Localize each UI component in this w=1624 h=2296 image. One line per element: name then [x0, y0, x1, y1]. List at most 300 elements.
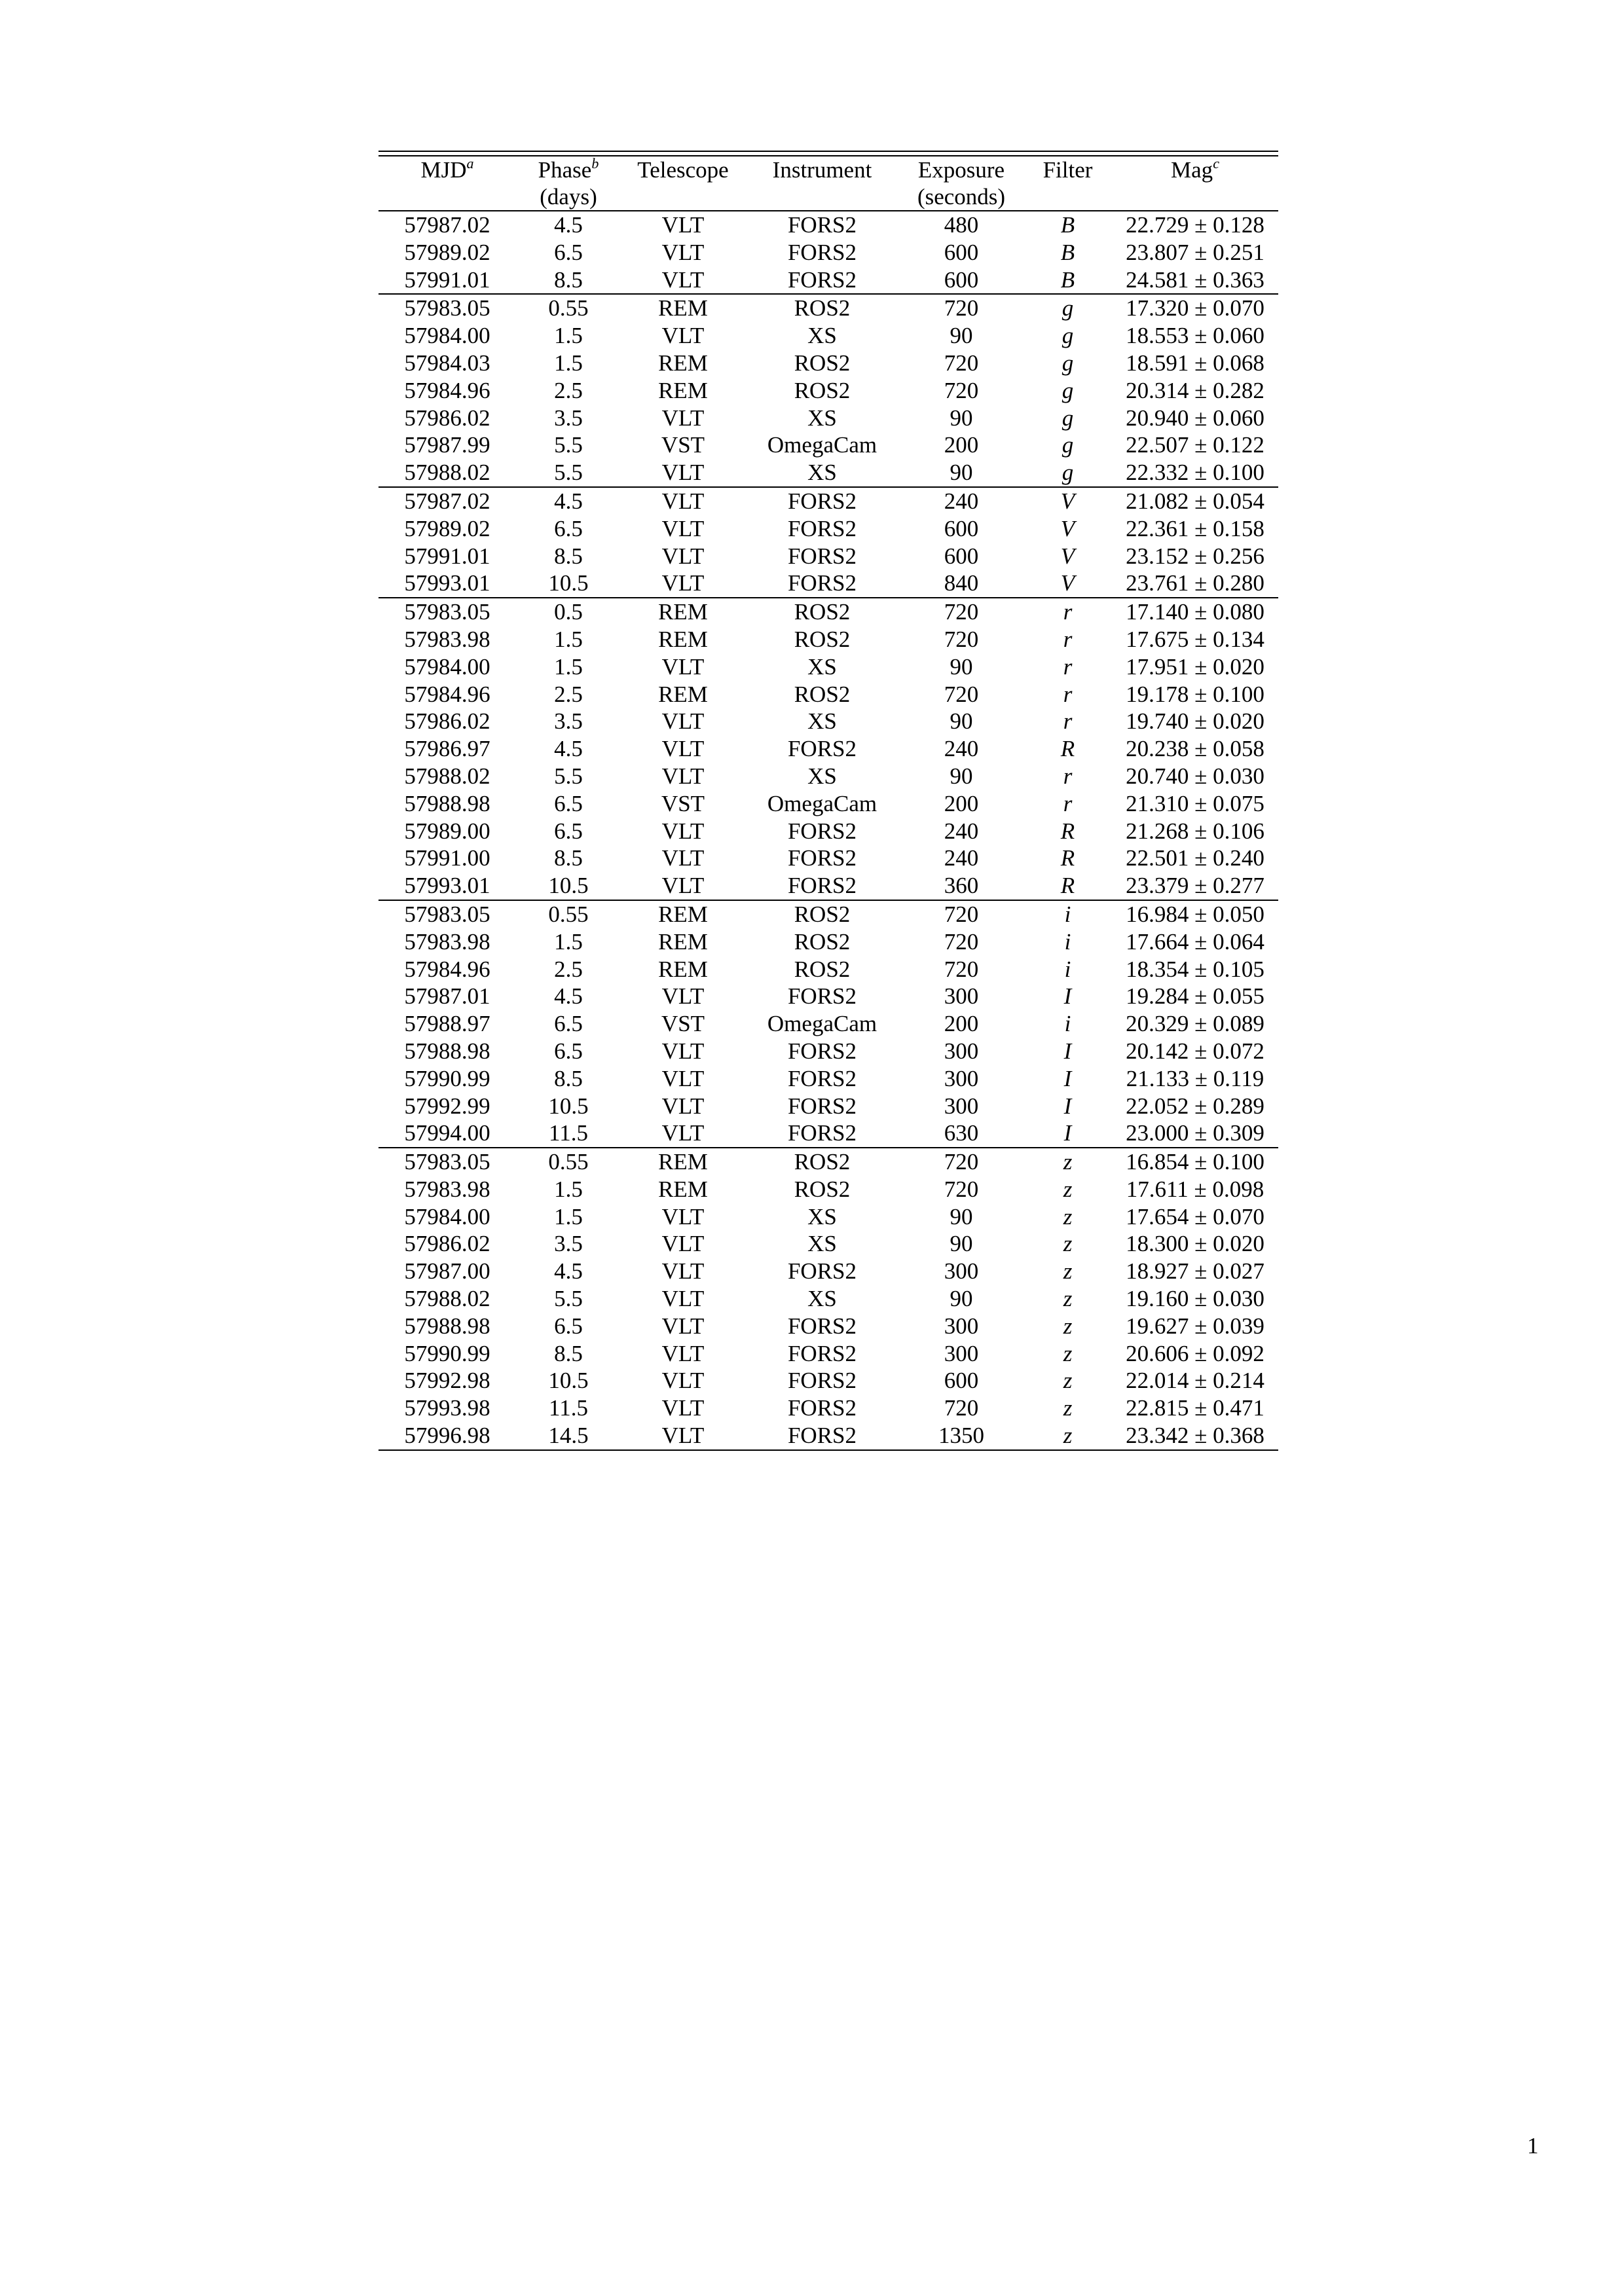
- cell-filter: z: [1063, 1286, 1073, 1312]
- cell-filter: g: [1061, 405, 1074, 431]
- cell-exposure: 200: [944, 432, 979, 458]
- cell-mag: 17.320 ± 0.070: [1112, 294, 1278, 322]
- cell-instrument: ROS2: [794, 928, 851, 955]
- cell-filter: R: [1060, 873, 1075, 899]
- cell-instrument: FORS2: [787, 873, 857, 899]
- cell-mag: 16.854 ± 0.100: [1112, 1148, 1278, 1176]
- cell-exposure: 240: [899, 487, 1024, 515]
- cell-filter: g: [1061, 460, 1074, 486]
- cell-mag: 19.627 ± 0.039: [1126, 1313, 1264, 1339]
- cell-telescope: VLT: [621, 1422, 745, 1450]
- cell-mag: 22.729 ± 0.128: [1112, 211, 1278, 239]
- cell-filter: R: [1060, 818, 1075, 844]
- cell-phase: 6.5: [554, 1011, 583, 1037]
- cell-filter: i: [1064, 928, 1071, 955]
- cell-telescope: VST: [661, 1011, 705, 1037]
- table-row: [378, 239, 1278, 266]
- cell-filter: I: [1063, 1093, 1072, 1119]
- cell-telescope: REM: [658, 1176, 708, 1202]
- cell-phase: 8.5: [554, 845, 583, 871]
- cell-mag: 22.014 ± 0.214: [1126, 1368, 1264, 1394]
- cell-mjd: 57988.02: [404, 460, 490, 486]
- cell-mjd: 57983.05: [378, 598, 516, 626]
- table-row: [378, 1258, 1278, 1285]
- table-row: [378, 322, 1278, 350]
- cell-filter: g: [1061, 377, 1074, 403]
- cell-exposure: 240: [944, 818, 979, 844]
- cell-filter: B: [1024, 211, 1112, 239]
- cell-exposure: 300: [944, 1340, 979, 1366]
- cell-exposure: 720: [944, 928, 979, 955]
- cell-instrument: ROS2: [794, 626, 851, 652]
- cell-phase: 4.5: [554, 983, 583, 1010]
- cell-exposure: 90: [950, 460, 973, 486]
- header-instrument-sub: [745, 183, 899, 211]
- cell-instrument: OmegaCam: [767, 1011, 877, 1037]
- cell-instrument: OmegaCam: [767, 432, 877, 458]
- cell-telescope: VLT: [661, 1313, 705, 1339]
- cell-telescope: VLT: [661, 323, 705, 349]
- table-row: [378, 956, 1278, 983]
- cell-mjd: 57990.99: [404, 1065, 490, 1091]
- cell-instrument: FORS2: [787, 736, 857, 762]
- cell-exposure: 90: [950, 708, 973, 735]
- cell-phase: 0.55: [516, 294, 621, 322]
- cell-telescope: REM: [658, 956, 708, 982]
- cell-instrument: FORS2: [787, 1313, 857, 1339]
- cell-mag: 18.927 ± 0.027: [1126, 1258, 1264, 1285]
- cell-telescope: VLT: [661, 543, 705, 569]
- cell-instrument: FORS2: [787, 1395, 857, 1421]
- cell-mag: 17.951 ± 0.020: [1126, 653, 1264, 680]
- cell-filter: I: [1063, 983, 1072, 1010]
- cell-mjd: 57984.96: [404, 377, 490, 403]
- table-row: [378, 431, 1278, 459]
- cell-telescope: REM: [658, 377, 708, 403]
- table-row: [378, 1120, 1278, 1148]
- table-row: [378, 543, 1278, 570]
- cell-mjd: 57983.98: [404, 928, 490, 955]
- cell-filter: B: [1060, 239, 1075, 265]
- cell-instrument: ROS2: [794, 377, 851, 403]
- table-row: [378, 681, 1278, 708]
- cell-filter: i: [1024, 900, 1112, 928]
- cell-filter: z: [1063, 1176, 1073, 1202]
- cell-instrument: FORS2: [787, 1120, 857, 1146]
- cell-telescope: VLT: [661, 983, 705, 1010]
- cell-phase: 8.5: [554, 1065, 583, 1091]
- cell-exposure: 90: [950, 653, 973, 680]
- cell-exposure: 720: [944, 377, 979, 403]
- cell-mag: 20.940 ± 0.060: [1126, 405, 1264, 431]
- cell-mjd: 57984.03: [404, 350, 490, 376]
- cell-filter: r: [1063, 790, 1073, 816]
- cell-instrument: XS: [807, 323, 837, 349]
- cell-exposure: 240: [944, 736, 979, 762]
- cell-telescope: VLT: [661, 515, 705, 541]
- cell-instrument: FORS2: [787, 515, 857, 541]
- cell-mjd: 57988.98: [404, 790, 490, 816]
- table-row: [378, 1010, 1278, 1038]
- cell-mag: 21.082 ± 0.054: [1112, 487, 1278, 515]
- cell-phase: 11.5: [549, 1120, 588, 1146]
- cell-phase: 4.5: [516, 487, 621, 515]
- cell-filter: z: [1024, 1148, 1112, 1176]
- page-number: 1: [1527, 2133, 1539, 2159]
- table-row: [378, 1313, 1278, 1340]
- cell-phase: 6.5: [554, 790, 583, 816]
- cell-instrument: FORS2: [787, 570, 857, 596]
- cell-telescope: REM: [658, 626, 708, 652]
- cell-phase: 1.5: [554, 626, 583, 652]
- header-mjd: MJD$^a$: [378, 156, 516, 183]
- table-row: [378, 350, 1278, 377]
- cell-phase: 6.5: [554, 1313, 583, 1339]
- cell-telescope: VLT: [661, 708, 705, 735]
- cell-exposure: 90: [950, 1231, 973, 1257]
- cell-mjd: 57991.01: [404, 266, 490, 293]
- cell-exposure: 300: [944, 1093, 979, 1119]
- table-row: [378, 1394, 1278, 1422]
- table-row: [378, 211, 1278, 239]
- cell-instrument: FORS2: [745, 211, 899, 239]
- header-filter-sub: [1024, 183, 1112, 211]
- cell-mag: 16.984 ± 0.050: [1112, 900, 1278, 928]
- cell-phase: 1.5: [554, 928, 583, 955]
- cell-filter: g: [1061, 323, 1074, 349]
- cell-mag: 17.140 ± 0.080: [1112, 598, 1278, 626]
- cell-mjd: 57986.02: [404, 405, 490, 431]
- cell-filter: z: [1063, 1395, 1073, 1421]
- cell-filter: I: [1063, 1065, 1072, 1091]
- cell-mag: 19.178 ± 0.100: [1126, 681, 1264, 707]
- cell-mjd: 57983.05: [378, 1148, 516, 1176]
- cell-mag: 22.361 ± 0.158: [1126, 515, 1264, 541]
- cell-mjd: 57988.97: [404, 1011, 490, 1037]
- table-row: [378, 983, 1278, 1010]
- cell-instrument: XS: [807, 1231, 837, 1257]
- cell-mjd: 57987.01: [404, 983, 490, 1010]
- cell-filter: r: [1063, 763, 1073, 789]
- cell-instrument: FORS2: [787, 1065, 857, 1091]
- table-row: [378, 1093, 1278, 1120]
- header-telescope-sub: [621, 183, 745, 211]
- table-row: [378, 928, 1278, 956]
- cell-mjd: 57993.01: [404, 873, 490, 899]
- table-row: [378, 735, 1278, 763]
- cell-telescope: VLT: [661, 1368, 705, 1394]
- cell-exposure: 90: [950, 1286, 973, 1312]
- cell-instrument: XS: [807, 708, 837, 735]
- table-row: [378, 1203, 1278, 1231]
- cell-exposure: 1350: [899, 1422, 1024, 1450]
- cell-telescope: VLT: [661, 1286, 705, 1312]
- cell-mjd: 57993.01: [404, 570, 490, 596]
- table-row: [378, 1422, 1278, 1450]
- table-row: [378, 1230, 1278, 1258]
- cell-instrument: FORS2: [787, 1258, 857, 1285]
- cell-mag: 22.501 ± 0.240: [1126, 845, 1264, 871]
- cell-mjd: 57983.98: [404, 1176, 490, 1202]
- cell-mjd: 57983.05: [378, 294, 516, 322]
- header-phase: Phase$^b$: [516, 156, 621, 183]
- cell-exposure: 600: [944, 239, 979, 265]
- cell-telescope: VLT: [661, 845, 705, 871]
- cell-mjd: 57990.99: [404, 1340, 490, 1366]
- cell-telescope: VLT: [661, 818, 705, 844]
- cell-mag: 23.342 ± 0.368: [1112, 1422, 1278, 1450]
- table-row: [378, 900, 1278, 928]
- cell-filter: z: [1063, 1203, 1073, 1230]
- cell-mag: 23.152 ± 0.256: [1126, 543, 1264, 569]
- cell-filter: z: [1063, 1340, 1073, 1366]
- cell-phase: 0.55: [516, 1148, 621, 1176]
- cell-mjd: 57994.00: [404, 1120, 490, 1146]
- top-double-rule: [378, 151, 1278, 156]
- cell-telescope: REM: [658, 928, 708, 955]
- table-row: [378, 763, 1278, 790]
- cell-telescope: VLT: [661, 873, 705, 899]
- cell-filter: z: [1024, 1422, 1112, 1450]
- cell-exposure: 630: [944, 1120, 979, 1146]
- cell-phase: 4.5: [554, 736, 583, 762]
- cell-phase: 6.5: [554, 239, 583, 265]
- cell-phase: 3.5: [554, 1231, 583, 1257]
- cell-mag: 22.332 ± 0.100: [1126, 460, 1264, 486]
- cell-telescope: VLT: [661, 736, 705, 762]
- cell-instrument: FORS2: [787, 543, 857, 569]
- cell-exposure: 720: [944, 626, 979, 652]
- cell-phase: 8.5: [554, 1340, 583, 1366]
- cell-telescope: REM: [621, 294, 745, 322]
- cell-phase: 2.5: [554, 377, 583, 403]
- cell-mag: 17.611 ± 0.098: [1126, 1176, 1264, 1202]
- cell-filter: r: [1063, 626, 1073, 652]
- cell-instrument: FORS2: [745, 487, 899, 515]
- cell-instrument: XS: [807, 1286, 837, 1312]
- table-row: [378, 405, 1278, 432]
- header-exposure-unit: (seconds): [899, 183, 1024, 211]
- cell-telescope: VLT: [661, 1038, 705, 1064]
- cell-filter: i: [1064, 956, 1071, 982]
- cell-filter: g: [1061, 432, 1074, 458]
- cell-telescope: VLT: [661, 763, 705, 789]
- cell-phase: 5.5: [554, 763, 583, 789]
- cell-mag: 21.133 ± 0.119: [1126, 1065, 1264, 1091]
- cell-mjd: 57989.02: [404, 515, 490, 541]
- cell-mjd: 57988.02: [404, 1286, 490, 1312]
- cell-instrument: FORS2: [787, 1368, 857, 1394]
- header-phase-unit: (days): [516, 183, 621, 211]
- cell-instrument: FORS2: [787, 818, 857, 844]
- cell-exposure: 720: [944, 1176, 979, 1202]
- cell-exposure: 480: [899, 211, 1024, 239]
- cell-instrument: FORS2: [787, 1038, 857, 1064]
- cell-telescope: REM: [658, 350, 708, 376]
- cell-mjd: 57983.98: [404, 626, 490, 652]
- cell-phase: 8.5: [554, 543, 583, 569]
- cell-phase: 8.5: [554, 266, 583, 293]
- cell-mag: 22.507 ± 0.122: [1126, 432, 1264, 458]
- cell-exposure: 720: [944, 956, 979, 982]
- cell-phase: 0.5: [516, 598, 621, 626]
- cell-mag: 19.740 ± 0.020: [1126, 708, 1264, 735]
- cell-filter: r: [1024, 598, 1112, 626]
- cell-filter: V: [1060, 515, 1075, 541]
- header-mag: Mag$^c$: [1112, 156, 1278, 183]
- cell-exposure: 720: [944, 681, 979, 707]
- cell-exposure: 300: [944, 1038, 979, 1064]
- cell-mag: 20.142 ± 0.072: [1126, 1038, 1264, 1064]
- cell-exposure: 90: [950, 1203, 973, 1230]
- cell-mjd: 57984.00: [404, 1203, 490, 1230]
- cell-phase: 10.5: [548, 1093, 589, 1119]
- cell-mjd: 57992.98: [404, 1368, 490, 1394]
- table-row: [378, 294, 1278, 322]
- cell-filter: i: [1064, 1011, 1071, 1037]
- cell-mag: 18.591 ± 0.068: [1126, 350, 1264, 376]
- cell-mjd: 57983.05: [378, 900, 516, 928]
- cell-instrument: XS: [807, 1203, 837, 1230]
- cell-instrument: ROS2: [794, 350, 851, 376]
- cell-exposure: 720: [899, 1148, 1024, 1176]
- cell-mag: 21.268 ± 0.106: [1126, 818, 1264, 844]
- cell-mag: 22.052 ± 0.289: [1126, 1093, 1264, 1119]
- cell-telescope: VLT: [661, 653, 705, 680]
- cell-telescope: VLT: [661, 405, 705, 431]
- header-telescope: Telescope: [621, 156, 745, 183]
- header-exposure: Exposure: [899, 156, 1024, 183]
- cell-telescope: REM: [658, 681, 708, 707]
- cell-mag: 24.581 ± 0.363: [1126, 266, 1264, 293]
- cell-phase: 0.55: [516, 900, 621, 928]
- table-row: [378, 570, 1278, 598]
- cell-exposure: 720: [899, 900, 1024, 928]
- cell-instrument: FORS2: [787, 983, 857, 1010]
- cell-mag: 20.740 ± 0.030: [1126, 763, 1264, 789]
- cell-instrument: XS: [807, 405, 837, 431]
- cell-mag: 18.300 ± 0.020: [1126, 1231, 1264, 1257]
- cell-filter: B: [1060, 266, 1075, 293]
- cell-mag: 23.000 ± 0.309: [1126, 1120, 1264, 1146]
- cell-mag: 19.284 ± 0.055: [1126, 983, 1264, 1010]
- cell-phase: 11.5: [549, 1395, 588, 1421]
- table-row: [378, 487, 1278, 515]
- cell-mjd: 57984.00: [404, 653, 490, 680]
- cell-filter: z: [1063, 1313, 1073, 1339]
- cell-filter: g: [1061, 350, 1074, 376]
- cell-phase: 3.5: [554, 708, 583, 735]
- table-row: [378, 1340, 1278, 1368]
- cell-mjd: 57989.00: [404, 818, 490, 844]
- cell-mjd: 57984.96: [404, 681, 490, 707]
- cell-mjd: 57989.02: [404, 239, 490, 265]
- cell-exposure: 90: [950, 405, 973, 431]
- cell-instrument: FORS2: [787, 1093, 857, 1119]
- table-row: [378, 1285, 1278, 1313]
- cell-mjd: 57988.98: [404, 1313, 490, 1339]
- cell-mag: 20.238 ± 0.058: [1126, 736, 1264, 762]
- cell-exposure: 300: [944, 1258, 979, 1285]
- cell-phase: 1.5: [554, 1176, 583, 1202]
- cell-instrument: XS: [807, 763, 837, 789]
- cell-telescope: VLT: [661, 266, 705, 293]
- cell-instrument: ROS2: [794, 956, 851, 982]
- table-row: [378, 1038, 1278, 1065]
- table-row: [378, 845, 1278, 872]
- cell-exposure: 300: [944, 1065, 979, 1091]
- cell-exposure: 200: [944, 790, 979, 816]
- cell-instrument: FORS2: [787, 1340, 857, 1366]
- cell-mag: 17.654 ± 0.070: [1126, 1203, 1264, 1230]
- header-filter: Filter: [1024, 156, 1112, 183]
- cell-telescope: VLT: [661, 1203, 705, 1230]
- cell-mjd: 57986.02: [404, 1231, 490, 1257]
- cell-telescope: VLT: [661, 1120, 705, 1146]
- cell-phase: 1.5: [554, 653, 583, 680]
- cell-mjd: 57991.01: [404, 543, 490, 569]
- cell-exposure: 720: [944, 350, 979, 376]
- table-row: [378, 266, 1278, 295]
- header-mjd-sub: [378, 183, 516, 211]
- cell-phase: 1.5: [554, 1203, 583, 1230]
- cell-phase: 10.5: [548, 570, 589, 596]
- cell-mag: 18.553 ± 0.060: [1126, 323, 1264, 349]
- table-row: [378, 653, 1278, 681]
- cell-mjd: 57993.98: [404, 1395, 490, 1421]
- cell-phase: 4.5: [516, 211, 621, 239]
- cell-exposure: 240: [944, 845, 979, 871]
- cell-telescope: VST: [661, 432, 705, 458]
- cell-mag: 20.314 ± 0.282: [1126, 377, 1264, 403]
- photometry-table-container: [378, 151, 1278, 1451]
- cell-mjd: 57987.02: [378, 211, 516, 239]
- table-row: [378, 790, 1278, 818]
- cell-phase: 5.5: [554, 432, 583, 458]
- cell-mag: 22.815 ± 0.471: [1126, 1395, 1264, 1421]
- cell-exposure: 720: [899, 598, 1024, 626]
- cell-telescope: VLT: [661, 1231, 705, 1257]
- cell-telescope: VLT: [661, 239, 705, 265]
- table-row: [378, 708, 1278, 735]
- table-row: [378, 1065, 1278, 1093]
- cell-mjd: 57987.00: [404, 1258, 490, 1285]
- table-body: [378, 211, 1278, 1450]
- cell-instrument: FORS2: [787, 239, 857, 265]
- table-row: [378, 377, 1278, 405]
- cell-telescope: VLT: [661, 1395, 705, 1421]
- cell-mjd: 57992.99: [404, 1093, 490, 1119]
- cell-exposure: 300: [944, 1313, 979, 1339]
- cell-instrument: ROS2: [745, 900, 899, 928]
- cell-filter: r: [1063, 653, 1073, 680]
- table-row: [378, 515, 1278, 543]
- cell-mag: 17.675 ± 0.134: [1126, 626, 1264, 652]
- cell-instrument: ROS2: [745, 598, 899, 626]
- cell-filter: z: [1063, 1231, 1073, 1257]
- cell-mjd: 57988.02: [404, 763, 490, 789]
- cell-phase: 1.5: [554, 350, 583, 376]
- cell-mag: 23.807 ± 0.251: [1126, 239, 1264, 265]
- cell-exposure: 840: [944, 570, 979, 596]
- cell-exposure: 200: [944, 1011, 979, 1037]
- cell-mag: 23.761 ± 0.280: [1126, 570, 1264, 596]
- table-row: [378, 872, 1278, 900]
- cell-instrument: FORS2: [787, 845, 857, 871]
- cell-instrument: ROS2: [745, 1148, 899, 1176]
- cell-filter: r: [1063, 708, 1073, 735]
- cell-phase: 2.5: [554, 681, 583, 707]
